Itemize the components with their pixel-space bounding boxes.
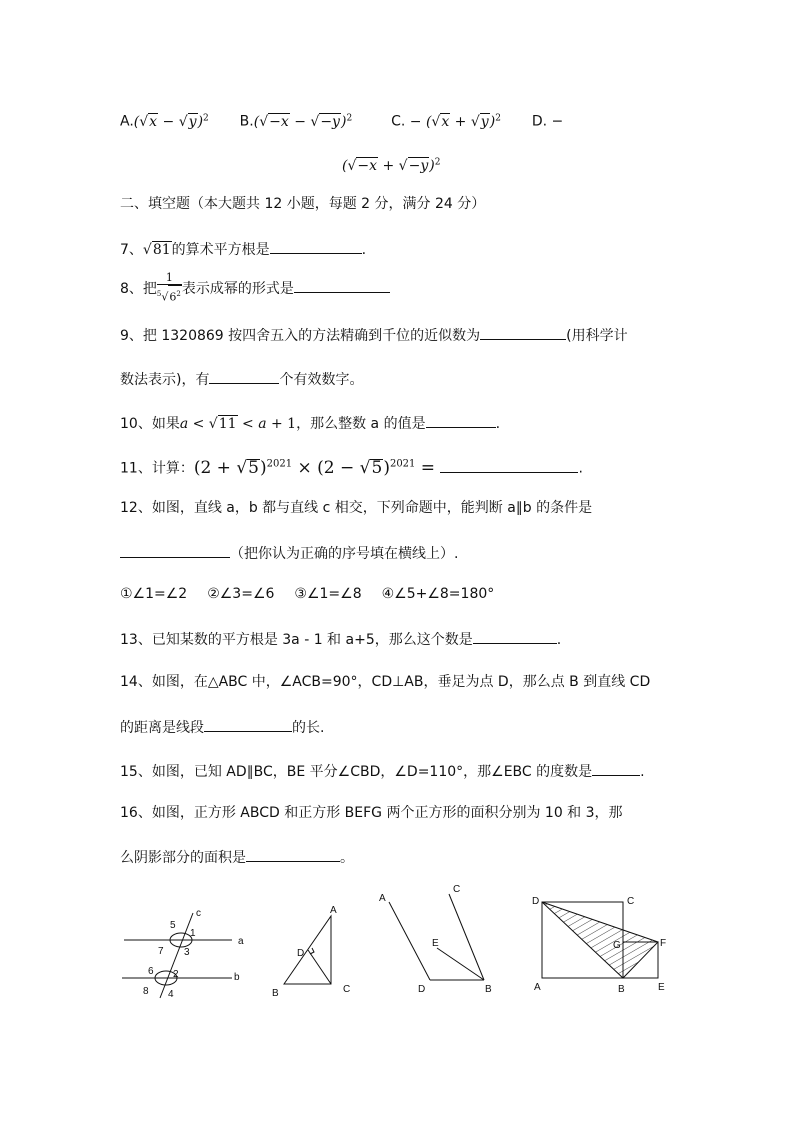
q6-options-line	[120, 108, 563, 132]
fig1-label: b	[234, 972, 240, 983]
answer-blank[interactable]	[209, 368, 279, 384]
figures	[0, 880, 794, 1010]
question-14-cont: 的距离是线段 的长.	[120, 716, 324, 738]
fig1-label: 1	[190, 928, 196, 939]
option-b: $B.(√-x - √-y)^2$	[239, 113, 353, 130]
fig4-label: A	[534, 982, 541, 993]
answer-blank[interactable]	[204, 716, 292, 732]
fig1-label: 7	[158, 946, 164, 957]
question-12: 12、如图，直线 a，b 都与直线 c 相交，下列命题中，能判断 a∥b 的条件是	[120, 500, 593, 516]
fig1-label: 5	[170, 920, 176, 931]
fig4-label: C	[627, 896, 635, 907]
question-15: 15、如图，已知 AD∥BC，BE 平分∠CBD，∠D=110°，那∠EBC 的度数是 .	[120, 760, 645, 782]
figure-parallel-bisector	[389, 894, 484, 980]
fig4-label: E	[658, 982, 665, 993]
question-14: 14、如图，在△ABC 中，∠ACB=90°，CD⊥AB，垂足为点 D，那么点 B 到直线 CD	[120, 674, 651, 690]
fig1-label: c	[196, 908, 201, 919]
fig1-label: a	[238, 936, 244, 947]
fig2-label: B	[272, 988, 279, 999]
figure-right-triangle	[284, 916, 331, 984]
fig4-label: D	[532, 896, 540, 907]
fig1-label: 4	[168, 989, 174, 1000]
section-heading: 二、填空题（本大题共 12 小题，每题 2 分，满分 24 分）	[120, 196, 486, 212]
fig3-label: D	[418, 984, 426, 995]
fig3-label: C	[453, 884, 461, 895]
fig4-label: G	[613, 940, 621, 951]
question-13: 13、已知某数的平方根是 3a - 1 和 a+5，那么这个数是 .	[120, 628, 561, 650]
question-12-options: ①∠1=∠2 ②∠3=∠6 ③∠1=∠8 ④∠5+∠8=180°	[120, 586, 495, 602]
answer-blank[interactable]	[426, 412, 496, 428]
fig2-label: A	[330, 905, 337, 916]
fig4-label: F	[660, 938, 667, 949]
fig1-label: 8	[143, 986, 149, 997]
fig4-label: B	[618, 984, 625, 995]
answer-blank[interactable]	[270, 238, 362, 254]
answer-blank[interactable]	[592, 760, 640, 776]
option-a: $A.(√x - √y)^2$	[120, 113, 209, 130]
question-10: 10、如果a < √11 < a + 1，那么整数 a 的值是 .	[120, 412, 500, 434]
question-16: 16、如图，正方形 ABCD 和正方形 BEFG 两个正方形的面积分别为 10 和 3，那	[120, 805, 623, 821]
option-c: C. − $(√x + √y)^2$	[391, 113, 501, 130]
question-7: 7、√81的算术平方根是 .	[120, 238, 366, 260]
fig2-label: C	[343, 984, 351, 995]
question-11: 11、计算：$(2 + √5)^{2021} \times (2 - √5)^{2021}$ = .	[120, 457, 583, 478]
fig1-label: 2	[173, 969, 179, 980]
figure-two-squares	[542, 902, 658, 978]
answer-blank[interactable]	[480, 324, 566, 340]
fig2-label: D	[297, 948, 305, 959]
answer-blank[interactable]	[294, 277, 390, 293]
option-d-expression: $(√-x + √-y)^2$	[342, 157, 441, 174]
option-d: D. −	[531, 113, 564, 130]
answer-blank[interactable]	[440, 457, 578, 473]
figure-parallel-lines	[122, 913, 232, 998]
fig3-label: E	[432, 938, 439, 949]
answer-blank[interactable]	[473, 628, 557, 644]
question-16-cont: 么阴影部分的面积是 。	[120, 846, 354, 868]
fig3-label: B	[485, 984, 492, 995]
question-12-cont: （把你认为正确的序号填在横线上）.	[120, 542, 458, 564]
fig1-label: 3	[184, 947, 190, 958]
fig1-label: 6	[148, 966, 154, 977]
question-9-cont: 数法表示)，有 个有效数字。	[120, 368, 363, 390]
answer-blank[interactable]	[246, 846, 340, 862]
answer-blank[interactable]	[120, 542, 230, 558]
question-9: 9、把 1320869 按四舍五入的方法精确到千位的近似数为 (用科学计	[120, 324, 628, 346]
fig3-label: A	[379, 893, 386, 904]
question-8: 8、把 $\frac{1}{^5√6^2}$ 表示成幂的形式是	[120, 272, 390, 306]
